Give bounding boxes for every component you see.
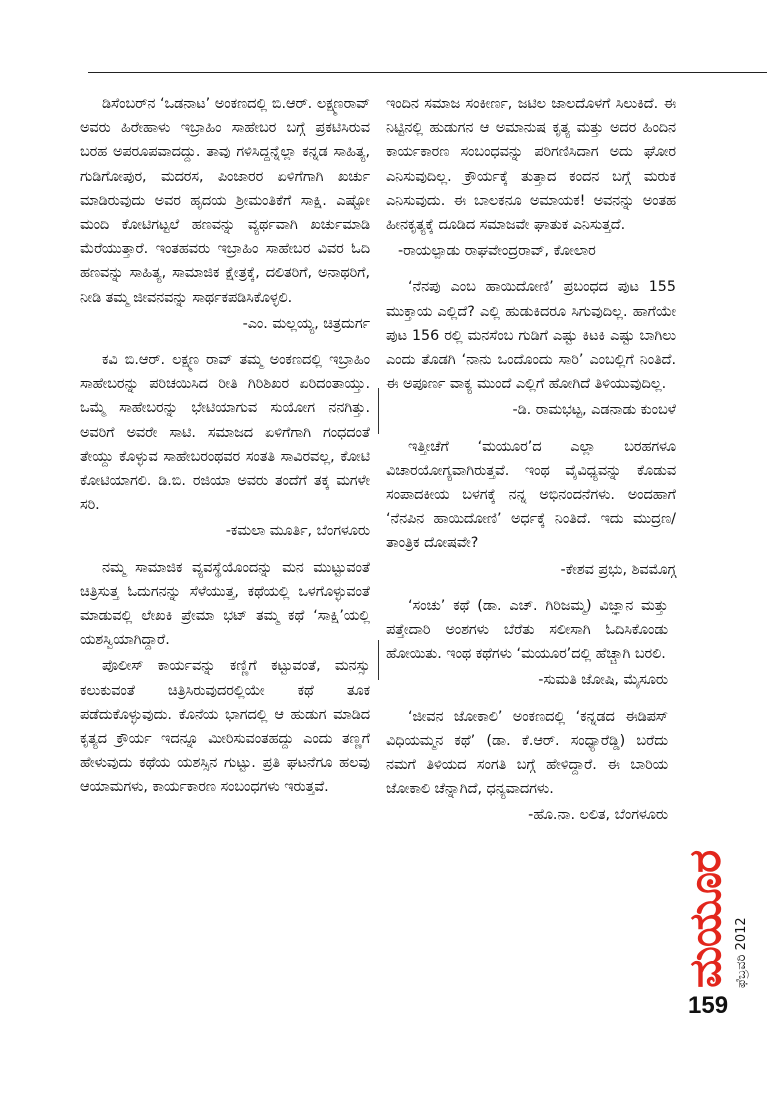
- letter-signature: -ಡಿ. ರಾಮಭಟ್ಟ, ಎಡನಾಡು ಕುಂಬಳೆ: [512, 402, 676, 419]
- column-divider: [378, 640, 379, 680]
- letter: [386, 92, 676, 263]
- letter-text: ನಮ್ಮ ಸಾಮಾಜಿಕ ವ್ಯವಸ್ಥೆಯೊಂದನ್ನು ಮನ ಮುಟ್ಟುವಂತೆ ಚಿತ್ರಿಸುತ್ತ ಓದುಗನನ್ನು ಸೆಳೆಯುತ್ತ, ಕಥೆಯಲ್ಲಿ ಒಳಗೊಳ್ಳುವಂತೆ ಮಾಡುವಲ್ಲಿ ಲೇಖಕಿ ಪ್ರೇಮಾ ಭಟ್ ತಮ್ಮ ಕಥೆ ‘ಸಾಕ್ಷಿ’ಯಲ್ಲಿ ಯಶಸ್ವಿಯಾಗಿದ್ದಾರೆ.: [80, 559, 370, 649]
- letter-text: ಡಿಸೆಂಬರ್‌ನ ‘ಒಡನಾಟ’ ಅಂಕಣದಲ್ಲಿ ಬಿ.ಆರ್. ಲಕ್ಷ್ಮಣರಾವ್ ಅವರು ಹಿರೇಹಾಳು ಇಬ್ರಾಹಿಂ ಸಾಹೇಬರ ಬಗ್ಗೆ ಪ್ರಕಟಿಸಿರುವ ಬರಹ ಅಪರೂಪವಾದದ್ದು. ತಾವು ಗಳಿಸಿದ್ದನ್ನೆಲ್ಲಾ ಕನ್ನಡ ಸಾಹಿತ್ಯ, ಗುಡಿಗೋಪುರ, ಮದರಸ, ಪಿಂಜಾರರ ಏಳಿಗೆಗಾಗಿ ಖರ್ಚು ಮಾಡಿರುವುದು ಅವರ ಹೃದಯ ಶ್ರೀಮಂತಿಕೆಗೆ ಸಾಕ್ಷಿ. ಎಷ್ಟೋ ಮಂದಿ ಕೋಟಿಗಟ್ಟಲೆ ಹಣವನ್ನು ವ್ಯರ್ಥವಾಗಿ ಖರ್ಚುಮಾಡಿ ಮೆರೆಯುತ್ತಾರೆ. ಇಂತಹವರು ಇಬ್ರಾಹಿಂ ಸಾಹೇಬರ ವಿವರ ಓದಿ ಹಣವನ್ನು ಸಾಹಿತ್ಯ, ಸಾಮಾಜಿಕ ಕ್ಷೇತ್ರಕ್ಕೆ, ದಲಿತರಿಗೆ, ಅನಾಥರಿಗೆ, ನೀಡಿ ತಮ್ಮ ಜೀವನವನ್ನು ಸಾರ್ಥಕಪಡಿಸಿಕೊಳ್ಳಲಿ.: [80, 96, 370, 306]
- letter: [386, 594, 668, 693]
- magazine-masthead: [680, 808, 760, 988]
- letter: [386, 705, 668, 828]
- letter-signature: -ಕಮಲಾ ಮೂರ್ತಿ, ಬೆಂಗಳೂರು: [225, 523, 370, 540]
- letter-text: ಇತ್ತೀಚೆಗೆ ‘ಮಯೂರ’ದ ಎಲ್ಲಾ ಬರಹಗಳೂ ವಿಚಾರಯೋಗ್ಯವಾಗಿರುತ್ತವೆ. ಇಂಥ ವೈವಿಧ್ಯವನ್ನು ಕೊಡುವ ಸಂಪಾದಕೀಯ ಬಳಗಕ್ಕೆ ನನ್ನ ಅಭಿನಂದನೆಗಳು. ಅಂದಹಾಗೆ ‘ನೆನಪಿನ ಹಾಯಿದೋಣಿ’ ಅರ್ಧಕ್ಕೆ ನಿಂತಿದೆ. ಇದು ಮುದ್ರಣ/ತಾಂತ್ರಿಕ ದೋಷವೇ?: [386, 438, 676, 552]
- top-rule: [88, 72, 767, 73]
- left-column: [80, 92, 370, 812]
- letter-text: ‘ಸಂಚು’ ಕಥೆ (ಡಾ. ಎಚ್. ಗಿರಿಜಮ್ಮ) ವಿಜ್ಞಾನ ಮತ್ತು ಪತ್ತೇದಾರಿ ಅಂಶಗಳು ಬೆರೆತು ಸಲೀಸಾಗಿ ಓದಿಸಿಕೊಂಡು ಹೋಯಿತು. ಇಂಥ ಕಥೆಗಳು ‘ಮಯೂರ’ದಲ್ಲಿ ಹೆಚ್ಚಾಗಿ ಬರಲಿ.: [386, 597, 668, 663]
- letter: [80, 348, 370, 544]
- letter-signature: -ರಾಯಲ್ಪಾಡು ರಾಘವೇಂದ್ರರಾವ್, ಕೋಲಾರ: [398, 243, 596, 260]
- letter-text: ಇಂದಿನ ಸಮಾಜ ಸಂಕೀರ್ಣ, ಜಟಿಲ ಜಾಲದೊಳಗೆ ಸಿಲುಕಿದೆ. ಈ ನಿಟ್ಟಿನಲ್ಲಿ ಹುಡುಗನ ಆ ಅಮಾನುಷ ಕೃತ್ಯ ಮತ್ತು ಅದರ ಹಿಂದಿನ ಕಾರ್ಯಕಾರಣ ಸಂಬಂಧವನ್ನು ಪರಿಗಣಿಸಿದಾಗ ಅದು ಘೋರ ಎನಿಸುವುದಿಲ್ಲ. ಕ್ರೌರ್ಯಕ್ಕೆ ತುತ್ತಾದ ಕಂದನ ಬಗ್ಗೆ ಮರುಕ ಎನಿಸುವುದು. ಈ ಬಾಲಕನೂ ಅಮಾಯಕ! ಅವನನ್ನು ಅಂತಹ ಹೀನಕೃತ್ಯಕ್ಕೆ ದೂಡಿದ ಸಮಾಜವೇ ಘಾತುಕ ಎನಿಸುತ್ತದೆ.: [386, 96, 676, 234]
- right-column: [386, 92, 676, 840]
- magazine-logo: ಮಯೂರ: [680, 850, 731, 988]
- letter-signature: -ಸುಮತಿ ಜೋಷಿ, ಮೈಸೂರು: [538, 672, 668, 689]
- letter-signature: -ಎಂ. ಮಲ್ಲಯ್ಯ, ಚಿತ್ರದುರ್ಗ: [242, 315, 370, 332]
- letter: [386, 435, 676, 582]
- letter: [386, 275, 676, 422]
- letter: [80, 92, 370, 336]
- letter-signature: -ಕೇಶವ ಪ್ರಭು, ಶಿವಮೊಗ್ಗ: [560, 561, 676, 578]
- column-divider: [378, 388, 379, 434]
- page-number: 159: [688, 992, 729, 1019]
- letter-signature: -ಹೊ.ನಾ. ಲಲಿತ, ಬೆಂಗಳೂರು: [528, 807, 668, 824]
- letter-text: ಪೊಲೀಸ್ ಕಾರ್ಯವನ್ನು ಕಣ್ಣಿಗೆ ಕಟ್ಟುವಂತೆ, ಮನಸ್ಸು ಕಲುಕುವಂತೆ ಚಿತ್ರಿಸಿರುವುದರಲ್ಲಿಯೇ ಕಥೆ ತೂಕ ಪಡೆದುಕೊಳ್ಳುವುದು. ಕೊನೆಯ ಭಾಗದಲ್ಲಿ ಆ ಹುಡುಗ ಮಾಡಿದ ಕೃತ್ಯದ ಕ್ರೌರ್ಯ ಇದನ್ನೂ ಮೀರಿಸುವಂತಹದ್ದು ಎಂದು ತಣ್ಣಗೆ ಹೇಳುವುದು ಕಥೆಯ ಯಶಸ್ಸಿನ ಗುಟ್ಟು. ಪ್ರತಿ ಘಟನೆಗೂ ಹಲವು ಆಯಾಮಗಳು, ಕಾರ್ಯಕಾರಣ ಸಂಬಂಧಗಳು ಇರುತ್ತವೆ.: [80, 658, 370, 796]
- letter: [80, 556, 370, 800]
- issue-date: ಫೆಬ್ರವರಿ 2012: [734, 917, 749, 988]
- letter-text: ‘ನೆನಪು ಎಂಬ ಹಾಯಿದೋಣಿ’ ಪ್ರಬಂಧದ ಪುಟ 155 ಮುಕ್ತಾಯ ಎಲ್ಲಿದೆ? ಎಲ್ಲಿ ಹುಡುಕಿದರೂ ಸಿಗುವುದಿಲ್ಲ. ಹಾಗೆಯೇ ಪುಟ 156 ರಲ್ಲಿ ಮನಸೆಂಬ ಗುಡಿಗೆ ಎಷ್ಟು ಕಿಟಕಿ ಎಷ್ಟು ಬಾಗಿಲು ಎಂದು ತೊಡಗಿ ‘ನಾನು ಒಂದೊಂದು ಸಾರಿ’ ಎಂಬಲ್ಲಿಗೆ ನಿಂತಿದೆ. ಈ ಅಪೂರ್ಣ ವಾಕ್ಯ ಮುಂದೆ ಎಲ್ಲಿಗೆ ಹೋಗಿದೆ ತಿಳಿಯುವುದಿಲ್ಲ.: [386, 279, 676, 393]
- letter-text: ಕವಿ ಬಿ.ಆರ್. ಲಕ್ಷ್ಮಣ ರಾವ್ ತಮ್ಮ ಅಂಕಣದಲ್ಲಿ ಇಬ್ರಾಹಿಂ ಸಾಹೇಬರನ್ನು ಪರಿಚಯಿಸಿದ ರೀತಿ ಗಿರಿಶಿಖರ ಏರಿದಂತಾಯ್ತು. ಒಮ್ಮೆ ಸಾಹೇಬರನ್ನು ಭೇಟಿಯಾಗುವ ಸುಯೋಗ ನನಗಿತ್ತು. ಅವರಿಗೆ ಅವರೇ ಸಾಟಿ. ಸಮಾಜದ ಏಳಿಗೆಗಾಗಿ ಗಂಧದಂತೆ ತೇಯ್ದು ಕೊಳ್ಳುವ ಸಾಹೇಬರಂಥವರ ಸಂತತಿ ಸಾವಿರವಲ್ಲ, ಕೋಟಿ ಕೋಟಿಯಾಗಲಿ. ಡಿ.ಬಿ. ರಜಿಯಾ ಅವರು ತಂದೆಗೆ ತಕ್ಕ ಮಗಳೇ ಸರಿ.: [80, 352, 370, 514]
- letter-text: ‘ಜೀವನ ಜೋಕಾಲಿ’ ಅಂಕಣದಲ್ಲಿ ‘ಕನ್ನಡದ ಈಡಿಪಸ್ ವಿಧಿಯಮ್ಮನ ಕಥೆ’ (ಡಾ. ಕೆ.ಆರ್. ಸಂಧ್ಯಾರೆಡ್ಡಿ) ಬರೆದು ನಮಗೆ ತಿಳಿಯದ ಸಂಗತಿ ಬಗ್ಗೆ ಹೇಳಿದ್ದಾರೆ. ಈ ಬಾರಿಯ ಜೋಕಾಲಿ ಚೆನ್ನಾಗಿದೆ, ಧನ್ಯವಾದಗಳು.: [386, 708, 668, 798]
